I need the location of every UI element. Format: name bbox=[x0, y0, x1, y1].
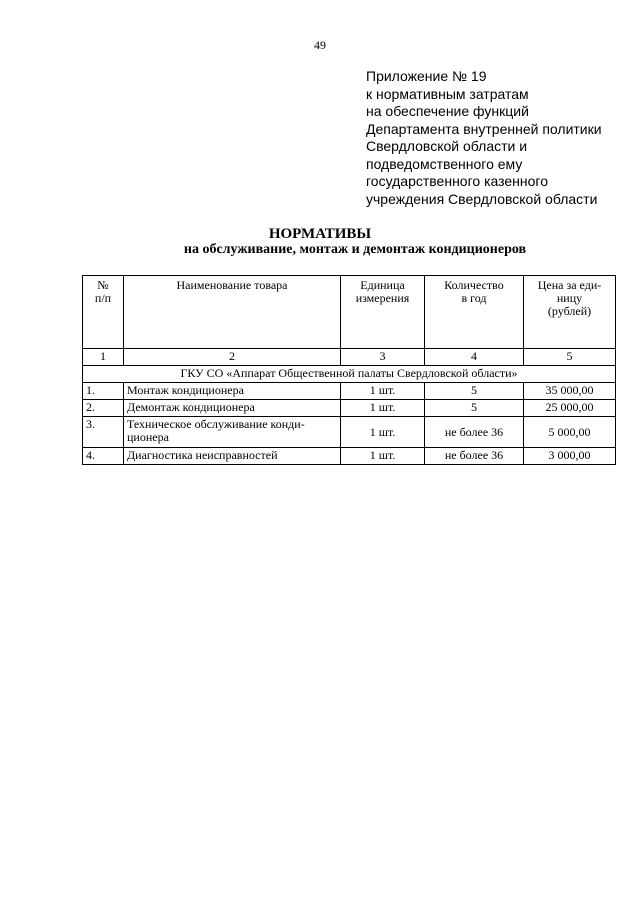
header-item-name: Наименование товара bbox=[124, 276, 341, 349]
table-row bbox=[83, 417, 616, 448]
table-row bbox=[83, 383, 616, 400]
header-number: № п/п bbox=[83, 276, 124, 349]
row-number: 2. bbox=[83, 400, 124, 417]
appendix-line: Свердловской области и bbox=[366, 138, 528, 154]
row-price: 35 000,00 bbox=[524, 383, 616, 400]
appendix-note bbox=[366, 68, 636, 208]
appendix-line: Департамента внутренней политики bbox=[366, 120, 602, 137]
document-title: НОРМАТИВЫ bbox=[268, 226, 372, 242]
row-price: 25 000,00 bbox=[524, 400, 616, 417]
row-quantity: не более 36 bbox=[425, 417, 524, 448]
table-row bbox=[83, 400, 616, 417]
row-price: 5 000,00 bbox=[524, 417, 616, 448]
organization-name: ГКУ СО «Аппарат Общественной палаты Свердловской области» bbox=[83, 366, 616, 383]
row-item-name: Диагностика неисправностей bbox=[124, 448, 341, 465]
row-item-name: Техническое обслуживание конди- ционера bbox=[124, 417, 341, 448]
appendix-line: подведомственного ему bbox=[366, 155, 523, 172]
row-number: 3. bbox=[83, 417, 124, 448]
appendix-line: учреждения Свердловской области bbox=[366, 190, 598, 207]
table-row bbox=[83, 448, 616, 465]
column-index-row bbox=[83, 349, 616, 366]
row-unit: 1 шт. bbox=[341, 417, 425, 448]
appendix-line: к нормативным затратам bbox=[366, 85, 529, 102]
norms-table bbox=[82, 275, 616, 465]
table-header-row bbox=[83, 276, 616, 349]
organization-row bbox=[83, 366, 616, 383]
row-unit: 1 шт. bbox=[341, 448, 425, 465]
row-item-name: Монтаж кондиционера bbox=[124, 383, 341, 400]
appendix-line: на обеспечение функций bbox=[366, 103, 529, 119]
row-price: 3 000,00 bbox=[524, 448, 616, 465]
row-number: 1. bbox=[83, 383, 124, 400]
page-number: 49 bbox=[314, 38, 326, 52]
row-item-name: Демонтаж кондиционера bbox=[124, 400, 341, 417]
row-quantity: 5 bbox=[425, 400, 524, 417]
column-index: 4 bbox=[425, 349, 524, 366]
row-quantity: 5 bbox=[425, 383, 524, 400]
row-unit: 1 шт. bbox=[341, 383, 425, 400]
row-number: 4. bbox=[83, 448, 124, 465]
column-index: 3 bbox=[341, 349, 425, 366]
row-quantity: не более 36 bbox=[425, 448, 524, 465]
row-unit: 1 шт. bbox=[341, 400, 425, 417]
column-index: 1 bbox=[83, 349, 124, 366]
appendix-line: государственного казенного bbox=[366, 173, 549, 189]
header-price: Цена за еди- ницу (рублей) bbox=[524, 276, 616, 349]
document-subtitle: на обслуживание, монтаж и демонтаж кондиционеров bbox=[183, 242, 527, 257]
appendix-line: Приложение № 19 bbox=[366, 68, 487, 84]
column-index: 5 bbox=[524, 349, 616, 366]
header-unit: Единица измерения bbox=[341, 276, 425, 349]
header-quantity: Количество в год bbox=[425, 276, 524, 349]
column-index: 2 bbox=[124, 349, 341, 366]
